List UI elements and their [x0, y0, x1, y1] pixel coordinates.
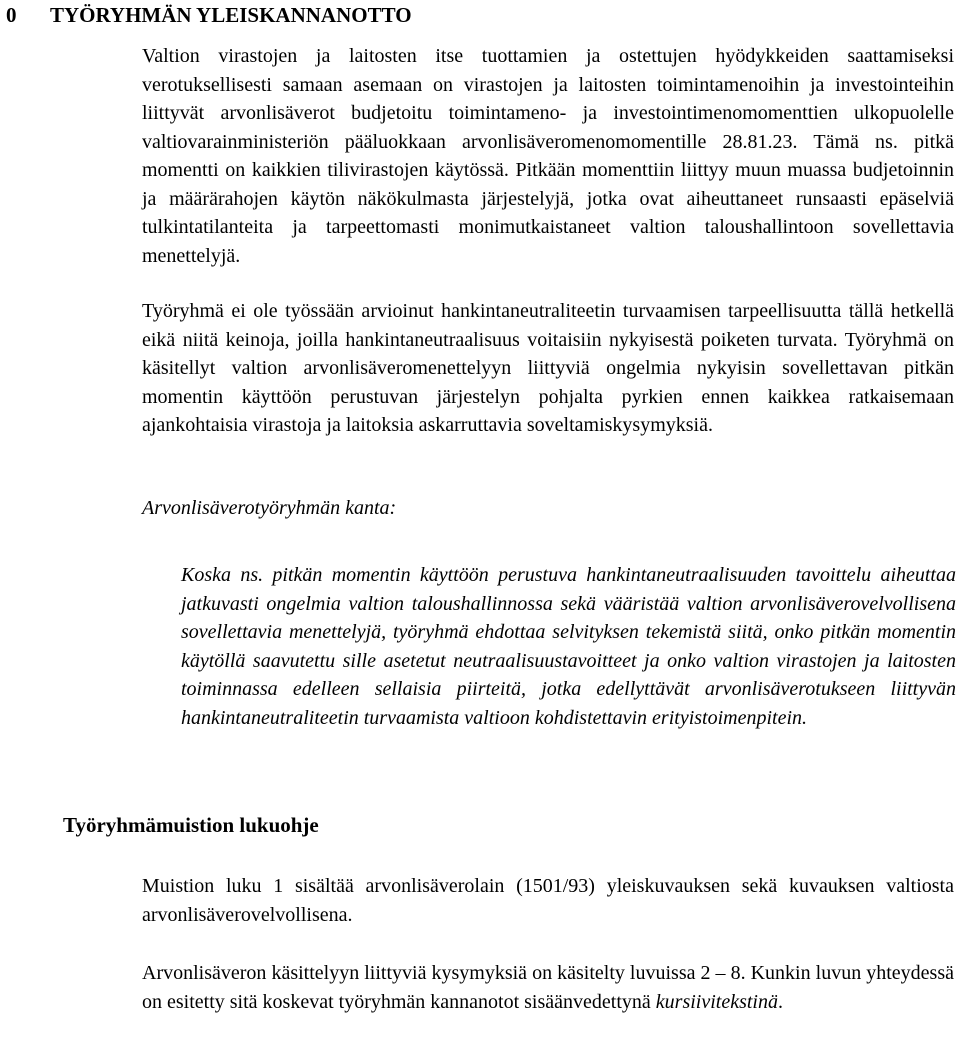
scope-paragraph: Työryhmä ei ole työssään arvioinut hankintaneutraliteetin turvaamisen tarpeellisuutta tällä hetkellä eikä niitä keinoja, joilla hankintaneutraalisuus voitaisiin nykyisestä poiketen turvata. Työryhmä on käsitellyt valtion arvonlisäveromenettelyyn liittyviä ongelmia nykyisin sovellettavan pitkän momentin käyttöön perustuvan järjestelyn pohjalta pyrkien ennen kaikkea ratkaisemaan ajankohtaisia virastoja ja laitoksia askarruttavia soveltamiskysymyksiä. — [142, 300, 954, 436]
reading-guide-paragraph-2 — [142, 959, 954, 1016]
italic-term: kursiivitekstinä — [655, 990, 778, 1013]
reading-guide-paragraph-2-text: Arvonlisäveron käsittelyyn liittyviä kysymyksiä on käsitelty luvuissa 2 – 8. Kunkin luvun yhteydessä on esitetty sitä koskevat työryhmän kannanotot sisäänvedettynä — [142, 962, 954, 1013]
chapter-title: TYÖRYHMÄN YLEISKANNANOTTO — [50, 3, 412, 27]
position-statement: Koska ns. pitkän momentin käyttöön perustuva hankintaneutraalisuuden tavoittelu aiheuttaa jatkuvasti ongelmia valtion taloushallinnossa sekä vääristää valtion arvonlisäverovelvollisena sovellettavia menettelyjä, työryhmä ehdottaa selvityksen tekemistä siitä, onko pitkän momentin käytöllä saavutettu sille asetetut neutraalisuustavoitteet ja onko valtion virastojen ja laitosten toiminnassa edelleen sellaisia piirteitä, jotka edellyttävät arvonlisäverotukseen liittyvän hankintaneutraliteetin turvaamista valtioon kohdistettavin erityistoimenpitein. — [181, 564, 956, 729]
reading-guide-paragraph-1: Muistion luku 1 sisältää arvonlisäverolain (1501/93) yleiskuvauksen sekä kuvauksen valtiosta arvonlisäverovelvollisena. — [142, 875, 954, 926]
chapter-heading — [6, 0, 412, 30]
position-heading: Arvonlisäverotyöryhmän kanta: — [142, 497, 397, 519]
intro-paragraph: Valtion virastojen ja laitosten itse tuottamien ja ostettujen hyödykkeiden saattamiseksi verotuksellisesti samaan asemaan on virastojen ja laitosten toimintamenoihin ja investointeihin liittyvät arvonlisäverot budjetoitu toimintameno- ja investointimenomomenttien ulkopuolelle valtiovarainministeriön pääluokkaan arvonlisäveromenomomentille 28.81.23. Tämä ns. pitkä momentti on kaikkien tilivirastojen käytössä. Pitkään momenttiin liittyy muun muassa budjetoinnin ja määrärahojen käytön näkökulmasta järjestelyjä, jotka ovat aiheuttaneet runsaasti epäselviä tulkintatilanteita ja tarpeettomasti monimutkaistaneet valtion taloushallintoon sovellettavia menettelyjä. — [142, 45, 954, 267]
chapter-number: 0 — [6, 3, 17, 27]
reading-guide-paragraph-2-end: . — [777, 990, 783, 1013]
reading-guide-heading: Työryhmämuistion lukuohje — [63, 813, 319, 837]
